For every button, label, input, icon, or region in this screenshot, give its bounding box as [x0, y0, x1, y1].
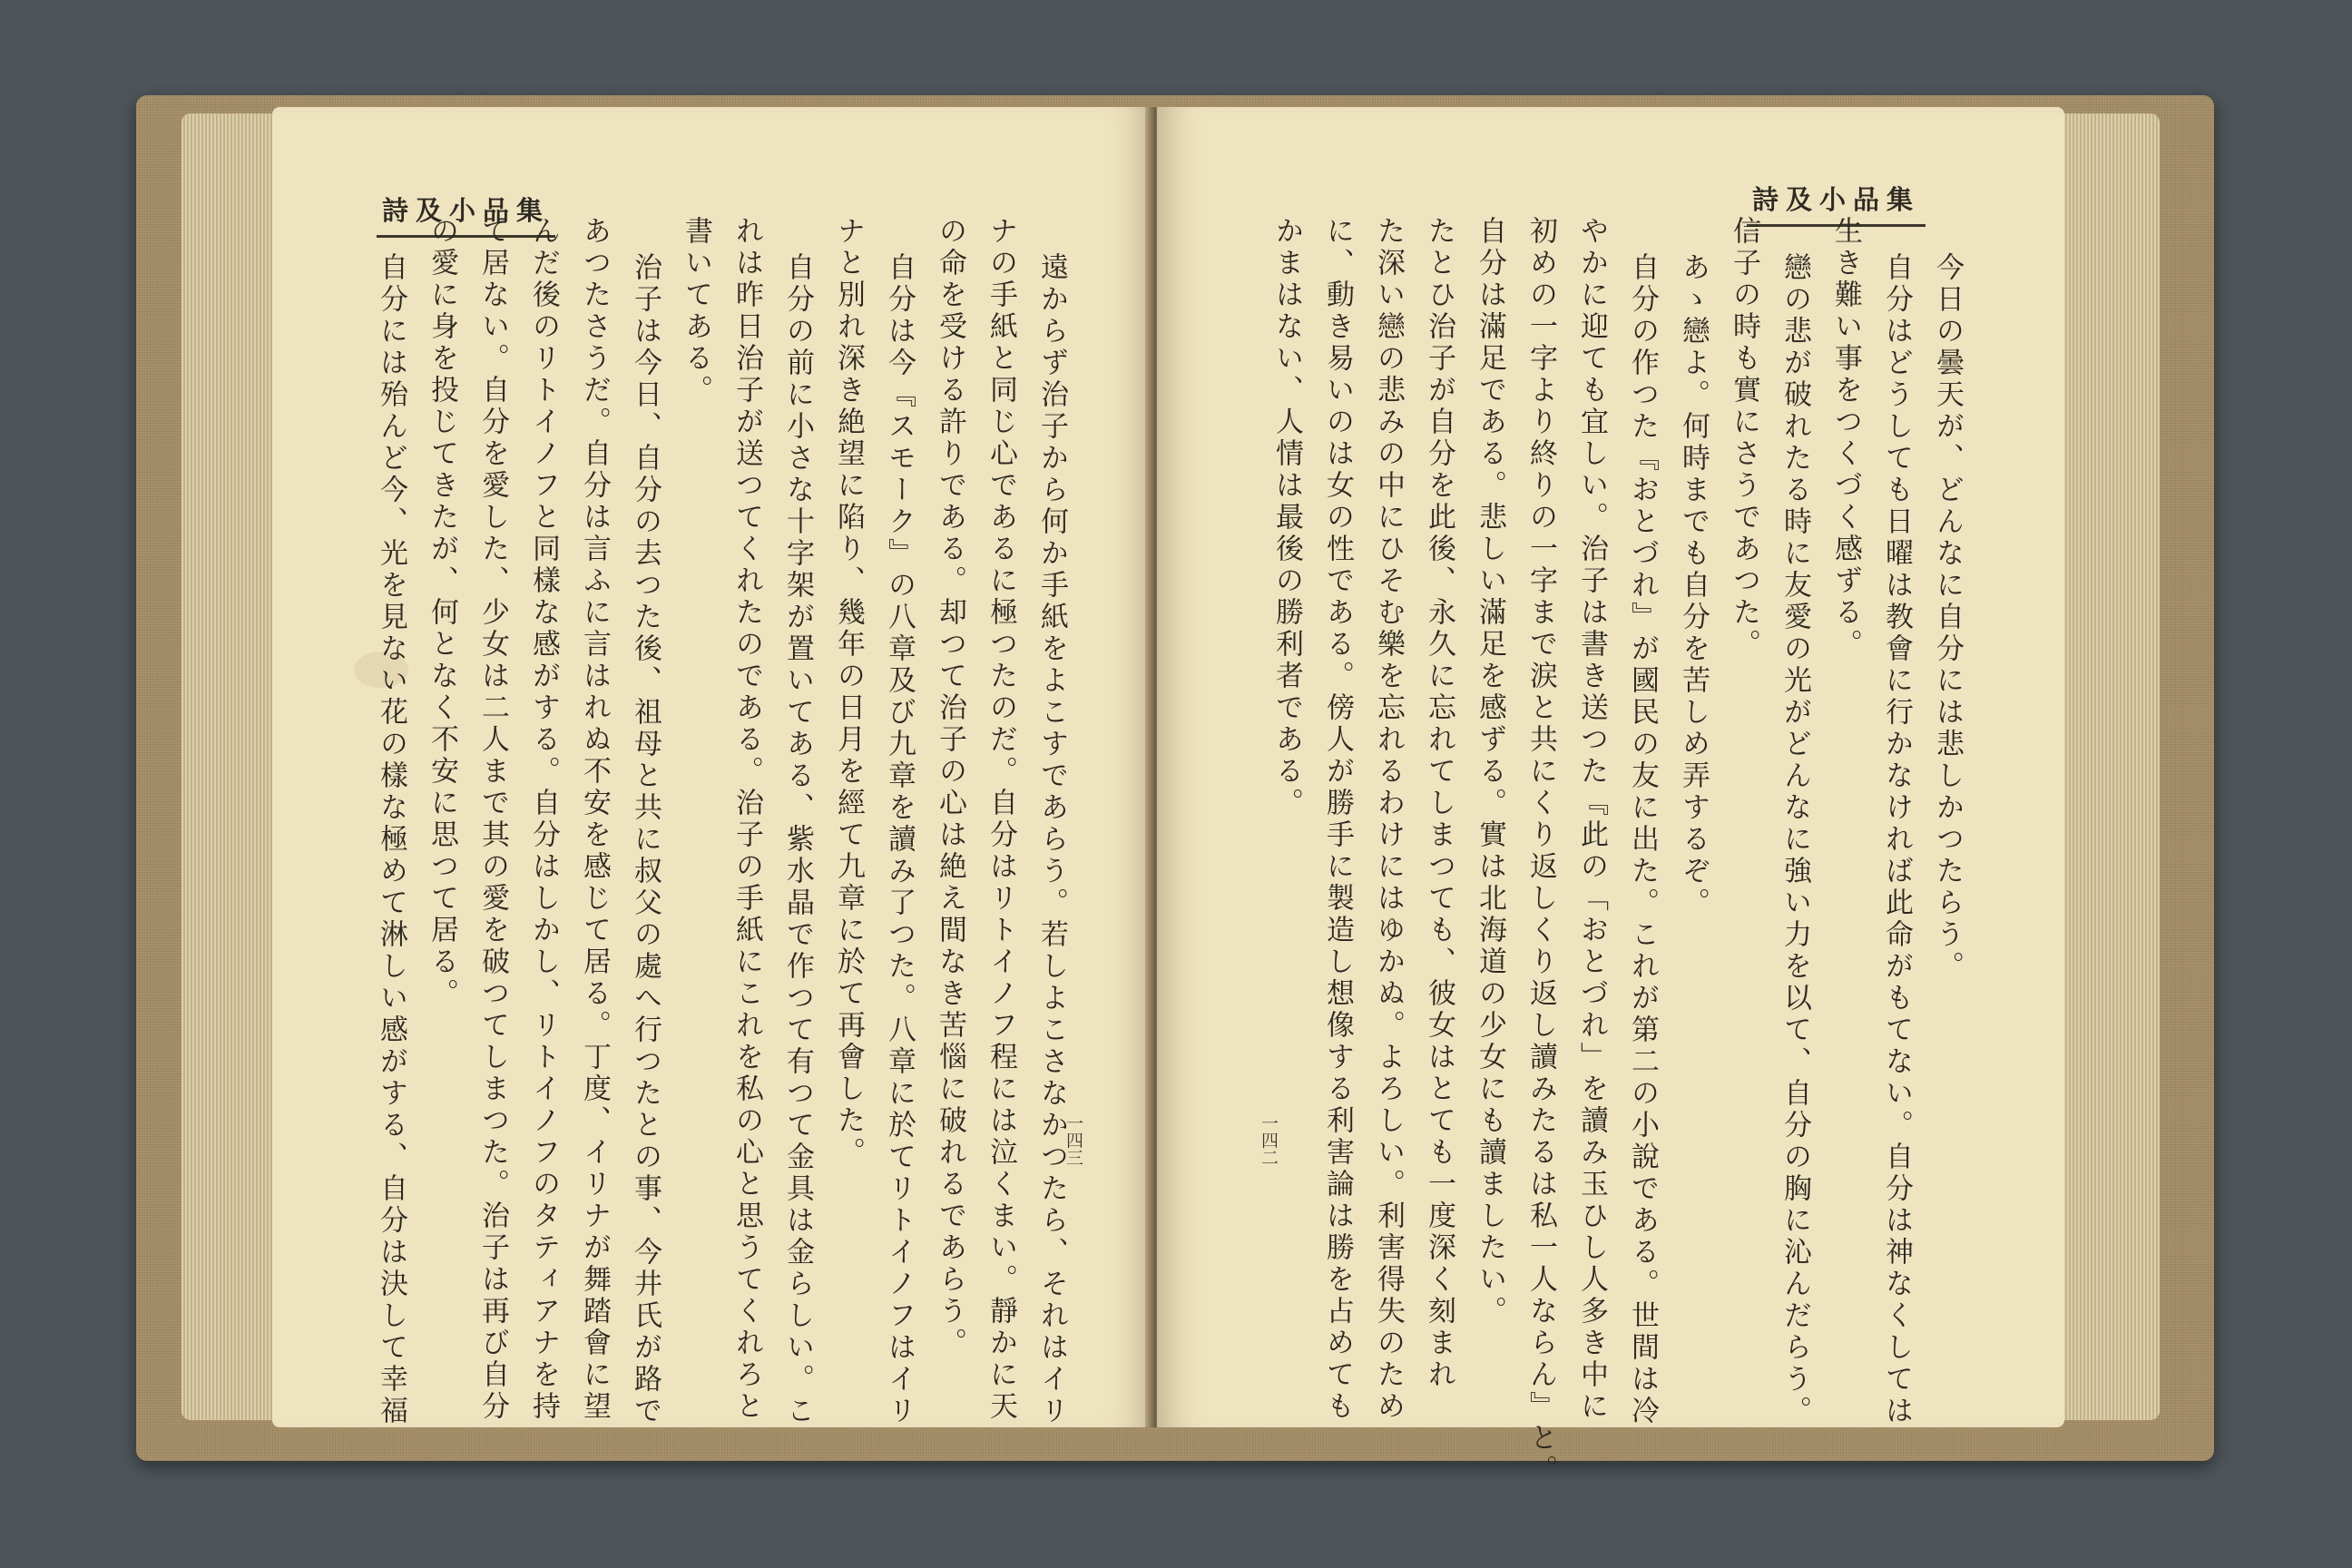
text-line: 自分の前に小さな十字架が置いてある、紫水晶で作つて有つて金具は金らしい。こ: [781, 252, 814, 1427]
text-line: の愛に身を投じてきたが、何となく不安に思つて居る。: [426, 216, 458, 1010]
text-line: 信子の時も實にさうであつた。: [1728, 216, 1760, 661]
running-header: 詩及小品集: [377, 191, 555, 238]
text-line: 治子は今日、自分の去つた後、祖母と共に叔父の處へ行つたとの事、今井氏が路で: [629, 252, 662, 1427]
page-edges-right: [2060, 113, 2160, 1420]
text-line: たとひ治子が自分を此後、永久に忘れてしまつても、彼女はとても一度深く刻まれ: [1423, 216, 1455, 1391]
page-number: 一四二: [1259, 1114, 1279, 1166]
text-line: に、動き易いのは女の性である。傍人が勝手に製造し想像する利害論は勝を占めても: [1321, 216, 1354, 1423]
text-line: 自分には殆んど今、光を見ない花の樣な極めて淋しい感がする、自分は決して幸福: [375, 252, 407, 1427]
text-line: ナと別れ深き絶望に陷り、幾年の日月を經て九章に於て再會した。: [832, 216, 865, 1169]
text-line: 遠からず治子から何か手紙をよこすであらう。若しよこさなかつたら、それはイリ: [1035, 252, 1068, 1427]
text-line: の命を受ける許りである。却つて治子の心は絶え間なき苦惱に破れるであらう。: [934, 216, 966, 1359]
text-line: 自分は今『スモーク』の八章及び九章を讀み了つた。八章に於てリトイノフはイリ: [883, 252, 916, 1427]
text-line: 初めの一字より終りの一字まで涙と共にくり返しくり返し讀みたるは私一人ならん』と。: [1524, 216, 1557, 1486]
text-line: 生き難い事をつくづく感ずる。: [1829, 216, 1862, 661]
text-line: んだ後のリトイノフと同樣な感がする。自分はしかし、リトイノフのタティアナを持: [527, 216, 560, 1423]
left-page: [272, 107, 1152, 1427]
text-line: 書いてある。: [680, 216, 712, 407]
text-line: 自分はどうしても日曜は教會に行かなければ此命がもてない。自分は神なくしては: [1880, 252, 1913, 1427]
text-line: やかに迎ても宜しい。治子は書き送つた『此の「おとづれ」を讀み玉ひし人多き中に: [1575, 216, 1608, 1423]
text-line: て居ない。自分を愛した、少女は二人まで其の愛を破つてしまつた。治子は再び自分: [476, 216, 509, 1423]
text-line: 自分の作つた『おとづれ』が國民の友に出た。これが第二の小說である。世間は冷: [1626, 252, 1659, 1427]
text-line: れは昨日治子が送つてくれたのである。治子の手紙にこれを私の心と思うてくれろと: [730, 216, 763, 1423]
page-edges-left: [181, 113, 272, 1420]
text-line: 戀の悲が破れたる時に友愛の光がどんなに強い力を以て、自分の胸に沁んだらう。: [1779, 252, 1811, 1427]
right-page: [1157, 107, 2064, 1486]
text-line: た深い戀の悲みの中にひそむ樂を忘れるわけにはゆかぬ。よろしい。利害得失のため: [1372, 216, 1405, 1423]
text-line: 今日の曇天が、どんなに自分には悲しかつたらう。: [1931, 252, 1964, 983]
text-line: 自分は滿足である。悲しい滿足を感ずる。實は北海道の少女にも讀ましたい。: [1474, 216, 1506, 1328]
text-line: ナの手紙と同じ心であるに極つたのだ。自分はリトイノフ程には泣くまい。靜かに天: [985, 216, 1017, 1423]
text-line: あつたさうだ。自分は言ふに言はれぬ不安を感じて居る。丁度、イリナが舞踏會に望: [578, 216, 611, 1423]
page-number: 一四三: [1063, 1114, 1083, 1166]
text-line: かまはない、人情は最後の勝利者である。: [1270, 216, 1303, 819]
running-header: 詩及小品集: [1747, 180, 1926, 227]
text-line: あゝ戀よ。何時までも自分を苦しめ弄するぞ。: [1677, 252, 1710, 919]
